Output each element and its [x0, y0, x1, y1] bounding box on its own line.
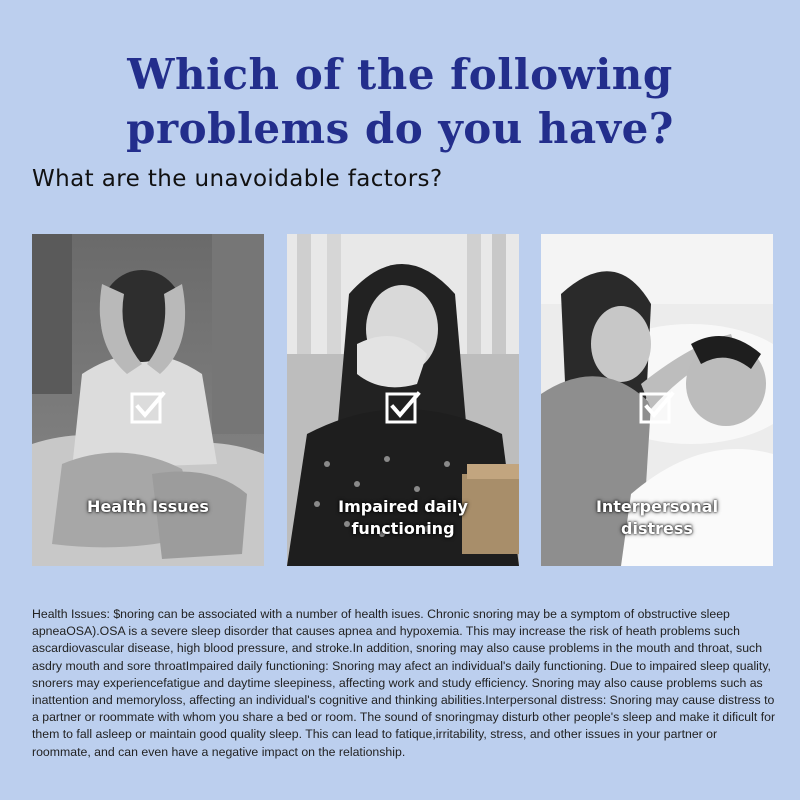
checkbox-check-icon — [385, 390, 421, 426]
title-line-1: Which of the following — [127, 50, 673, 99]
card-interpersonal-distress — [541, 234, 773, 566]
description-text: Health Issues: $noring can be associated with a number of health isues. Chronic snoring may be a symptom of obstructive sleep apneaOSA).OSA is a severe sleep disorder that causes apnea and hypoxemia. This may increase the risk of heath problems such ascardiovascular disease, high blood pressure, and stroke.In addition, snoring may also cause problems in the mouth and throat, such asdry mouth and sore throatImpaired daily functioning: Snoring may afect an individual's daily functioning. Due to impaired sleep quality, snorers may experiencefatigue and daytime sleepiness, affecting work and study efficiency. Snoring may also cause problems such as inattention and memoryloss, affecting an individual's cognitive and thinking abilities.Interpersonal distress: Snoring may cause distress to a partner or roommate with whom you share a bed or room. The sound of snoringmay disturb other people's sleep and make it dificult for them to fall asleep or maintain good quality sleep. This can lead to fatique,irritability, stress, and other issues in your partner or roommate, and can even have a negative impact on the relationship. — [32, 607, 776, 759]
card-label: Impaired daily functioning — [338, 497, 468, 538]
card-label: Health Issues — [87, 497, 209, 516]
title-line-2: problems do you have? — [126, 104, 674, 153]
page-subtitle: What are the unavoidable factors? — [32, 166, 443, 192]
card-health-issues — [32, 234, 264, 566]
card-label: Interpersonal distress — [595, 497, 719, 538]
page-title — [0, 48, 800, 156]
checkbox-check-icon — [639, 390, 675, 426]
checkbox-check-icon — [130, 390, 166, 426]
card-impaired-daily-functioning — [287, 234, 519, 566]
